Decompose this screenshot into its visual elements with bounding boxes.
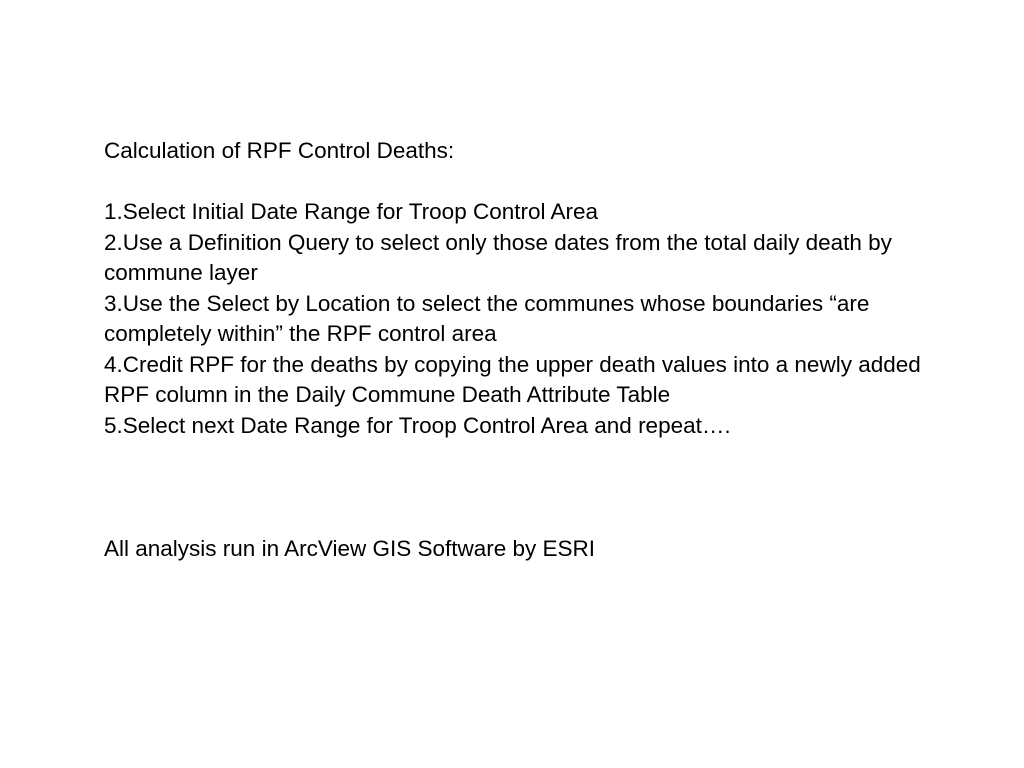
step-4: 4.Credit RPF for the deaths by copying the upper death values into a newly added RPF column in the Daily Commune Death Attribute Table (104, 351, 921, 407)
steps-list (104, 197, 934, 441)
blank-line (104, 167, 934, 198)
step-5: 5.Select next Date Range for Troop Control Area and repeat…. (104, 412, 731, 438)
slide-title: Calculation of RPF Control Deaths: (104, 138, 455, 163)
step-3: 3.Use the Select by Location to select the communes whose boundaries “are completely within” the RPF control area (104, 290, 870, 346)
footer-note: All analysis run in ArcView GIS Software by ESRI (104, 536, 596, 561)
slide-body (104, 136, 934, 441)
step-1: 1.Select Initial Date Range for Troop Control Area (104, 199, 599, 224)
step-2: 2.Use a Definition Query to select only those dates from the total daily death by commune layer (104, 229, 892, 285)
